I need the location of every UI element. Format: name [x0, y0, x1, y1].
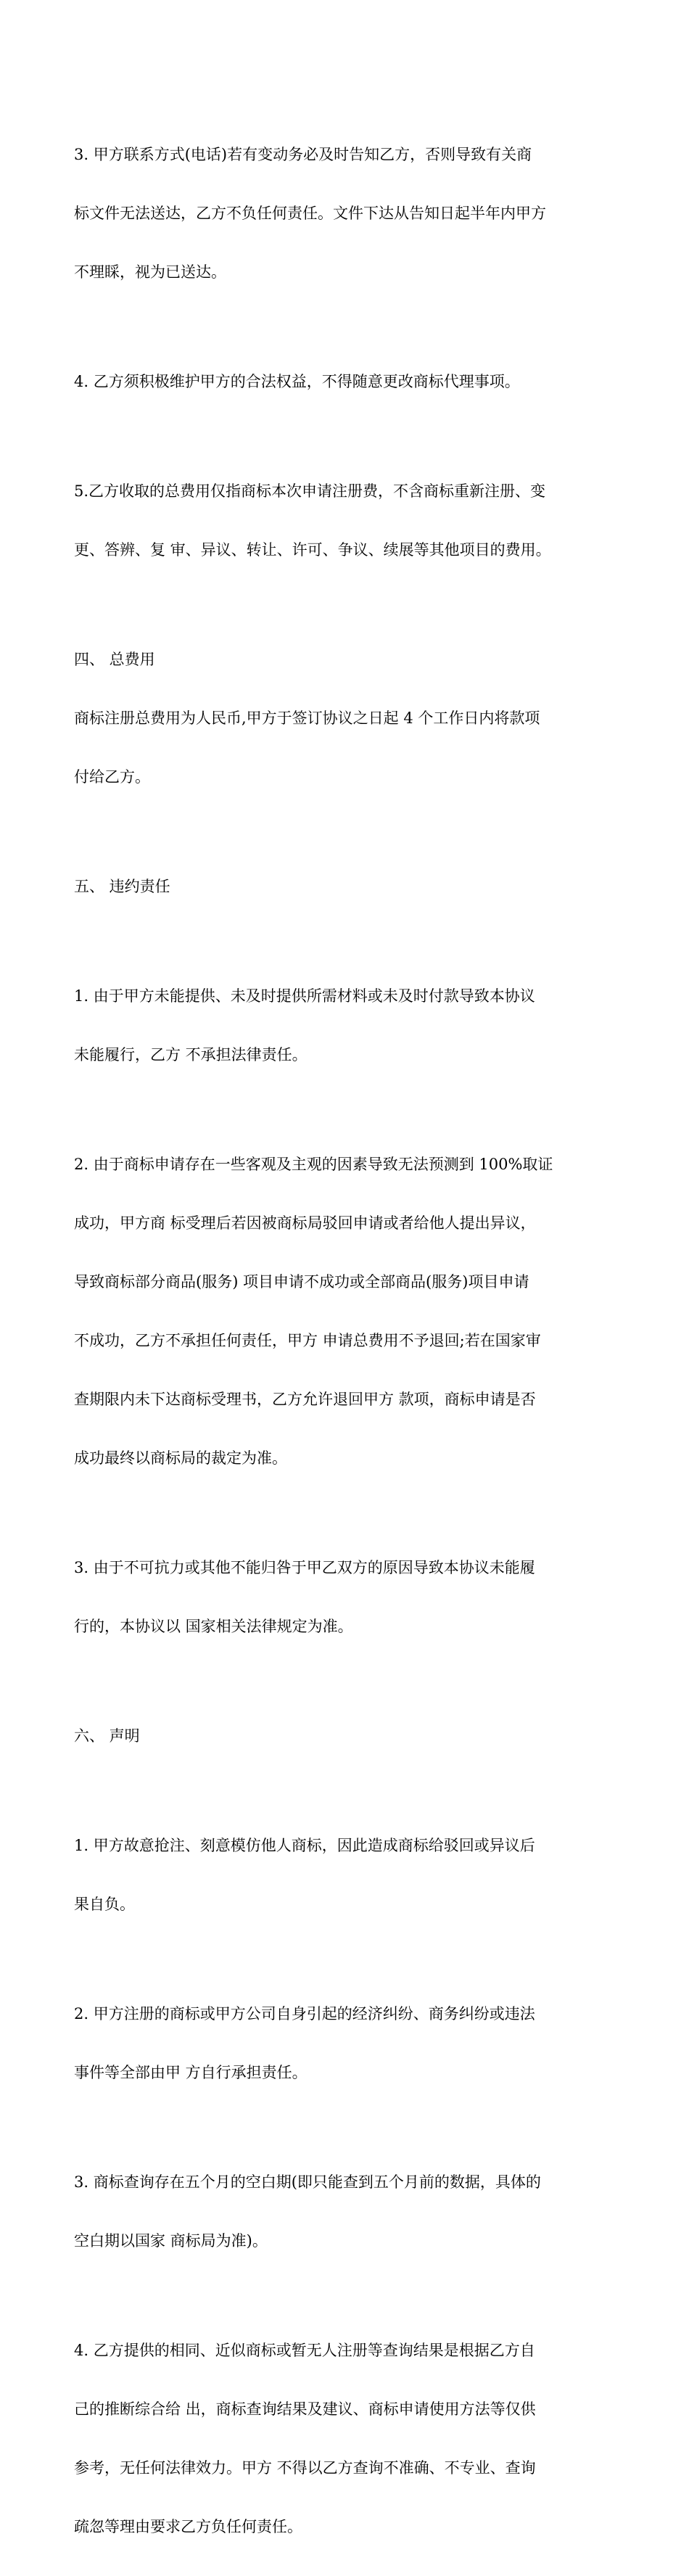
text-line: 空白期以国家 商标局为准)。 — [74, 2232, 268, 2250]
section-6-heading — [74, 1687, 625, 1785]
text-line: 2. 甲方注册的商标或甲方公司自身引起的经济纠纷、商务纠纷或违法 — [74, 2005, 535, 2022]
text-line: 己的推断综合给 出，商标查询结果及建议、商标申请使用方法等仅供 — [74, 2400, 536, 2418]
text-line: 5.乙方收取的总费用仅指商标本次申请注册费，不含商标重新注册、变 — [74, 482, 546, 500]
statement-clause-1 — [74, 1797, 625, 1954]
text-line: 标文件无法送达，乙方不负任何责任。文件下达从告知日起半年内甲方 — [74, 205, 546, 222]
statement-clause-2 — [74, 1965, 625, 2122]
text-line: 2. 由于商标申请存在一些客观及主观的因素导致无法预测到 100%取证 — [74, 1156, 553, 1173]
text-line: 不成功，乙方不承担任何责任，甲方 申请总费用不予退回;若在国家审 — [74, 1332, 541, 1349]
breach-clause-3 — [74, 1519, 625, 1676]
text-line: 4. 乙方提供的相同、近似商标或暂无人注册等查询结果是根据乙方自 — [74, 2342, 535, 2359]
text-line: 成功最终以商标局的裁定为准。 — [74, 1449, 287, 1467]
text-line: 果自负。 — [74, 1896, 135, 1913]
text-line: 1. 甲方故意抢注、刻意模仿他人商标，因此造成商标给驳回或异议后 — [74, 1837, 535, 1854]
clause-5-fee-scope — [74, 443, 625, 599]
text-line: 3. 由于不可抗力或其他不能归咎于甲乙双方的原因导致本协议未能履 — [74, 1559, 535, 1576]
clause-4-protect-rights — [74, 333, 625, 431]
text-line: 更、答辨、复 审、异议、转让、许可、争议、续展等其他项目的费用。 — [74, 541, 551, 559]
section-4-total-fee — [74, 611, 625, 826]
document-body — [74, 106, 625, 2576]
section-5-heading — [74, 838, 625, 936]
text-line: 未能履行，乙方 不承担法律责任。 — [74, 1046, 308, 1063]
text-line: 导致商标部分商品(服务) 项目申请不成功或全部商品(服务)项目申请 — [74, 1273, 529, 1291]
text-line: 商标注册总费用为人民币,甲方于签订协议之日起 4 个工作日内将款项 — [74, 709, 540, 727]
text-line: 4. 乙方须积极维护甲方的合法权益，不得随意更改商标代理事项。 — [74, 373, 520, 390]
statement-clause-3 — [74, 2133, 625, 2290]
section-heading: 四、 总费用 — [74, 651, 155, 668]
text-line: 1. 由于甲方未能提供、未及时提供所需材料或未及时付款导致本协议 — [74, 987, 535, 1005]
section-heading: 六、 声明 — [74, 1727, 140, 1745]
text-line: 疏忽等理由要求乙方负任何责任。 — [74, 2518, 302, 2535]
text-line: 不理睬，视为已送达。 — [74, 263, 226, 281]
statement-clause-4 — [74, 2302, 625, 2576]
section-heading: 五、 违约责任 — [74, 878, 170, 895]
text-line: 查期限内未下达商标受理书，乙方允许退回甲方 款项，商标申请是否 — [74, 1391, 536, 1408]
breach-clause-2 — [74, 1116, 625, 1507]
text-line: 付给乙方。 — [74, 768, 150, 786]
text-line: 事件等全部由甲 方自行承担责任。 — [74, 2064, 308, 2081]
text-line: 参考，无任何法律效力。甲方 不得以乙方查询不准确、不专业、查询 — [74, 2459, 536, 2477]
text-line: 3. 甲方联系方式(电话)若有变动务必及时告知乙方，否则导致有关商 — [74, 146, 532, 163]
text-line: 行的，本协议以 国家相关法律规定为准。 — [74, 1618, 353, 1635]
text-line: 3. 商标查询存在五个月的空白期(即只能查到五个月前的数据，具体的 — [74, 2173, 541, 2191]
breach-clause-1 — [74, 947, 625, 1104]
clause-3-contact-change — [74, 106, 625, 321]
text-line: 成功，甲方商 标受理后若因被商标局驳回申请或者给他人提出异议， — [74, 1214, 536, 1232]
